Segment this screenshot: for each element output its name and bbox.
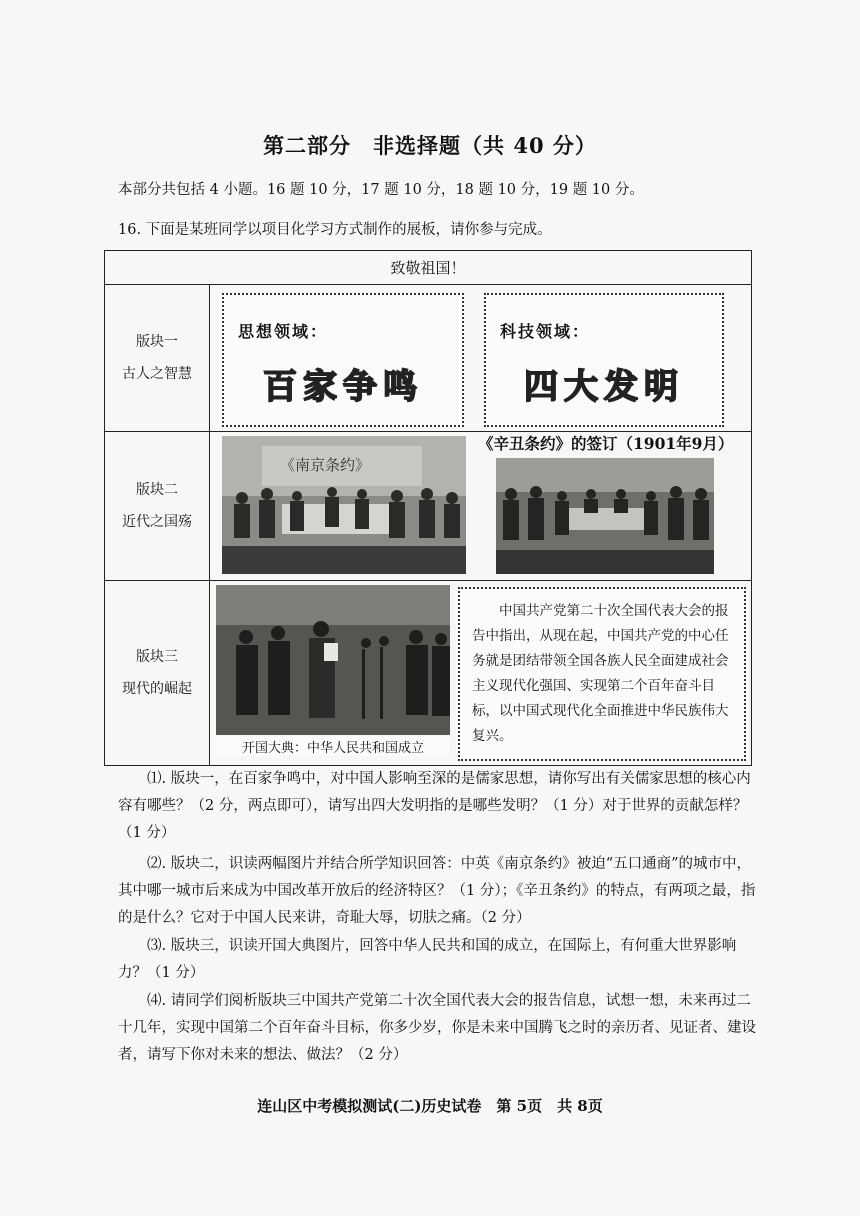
party-congress-report-box: [458, 587, 746, 761]
four-inventions-title: 四大发明: [524, 367, 684, 407]
block-1-label: [105, 285, 210, 432]
nanjing-treaty-photo: [222, 436, 466, 574]
block-2-content: [210, 432, 752, 581]
xinchou-treaty-photo: [496, 458, 714, 574]
founding-ceremony-photo: [216, 585, 450, 735]
part-intro: 本部分共包括 4 小题。16 题 10 分，17 题 10 分，18 题 10 分，19 题 10 分。: [118, 182, 644, 198]
technology-field-box: [484, 293, 724, 427]
board-block-3: [105, 581, 752, 766]
part-title: 第二部分 非选择题（共 40 分）: [263, 133, 597, 158]
block-2-label-line2: 近代之国殇: [122, 514, 192, 530]
block-2-label: [105, 432, 210, 581]
nanjing-treaty-photo-text: 《南京条约》: [280, 456, 371, 474]
thought-field-box: [222, 293, 464, 427]
block-1-label-line1: 版块一: [136, 334, 178, 350]
hundred-schools-title: 百家争鸣: [263, 367, 423, 407]
exhibition-board: [104, 250, 752, 766]
sub-question-3: ⑶. 版块三，识读开国大典图片，回答中华人民共和国的成立，在国际上，有何重大世界影响力？（1 分）: [118, 938, 737, 981]
founding-ceremony-caption: 开国大典：中华人民共和国成立: [216, 737, 450, 756]
xinchou-treaty-caption: 《辛丑条约》的签订（1901年9月）: [478, 434, 734, 453]
board-block-1: [105, 285, 752, 432]
board-title: 致敬祖国！: [105, 251, 752, 285]
block-2-label-line1: 版块二: [136, 482, 178, 498]
block-3-content: [210, 581, 752, 766]
block-1-label-line2: 古人之智慧: [122, 366, 192, 382]
board-block-2: [105, 432, 752, 581]
party-congress-report-text: 中国共产党第二十次全国代表大会的报告中指出，从现在起，中国共产党的中心任务就是团结带领全国各族人民全面建成社会主义现代化强国、实现第二个百年奋斗目标，以中国式现代化全面推进中华民族伟大复兴。: [472, 603, 729, 744]
block-3-label: [105, 581, 210, 766]
sub-question-2: ⑵. 版块二，识读两幅图片并结合所学知识回答：中英《南京条约》被迫“五口通商”的城市中，其中哪一城市后来成为中国改革开放后的经济特区？（1 分）；《辛丑条约》的特点，有两项之最，指的是什么？它对于中国人民来讲，奇耻大辱，切肤之痛。（2 分）: [118, 856, 756, 926]
question-16-stem: 16. 下面是某班同学以项目化学习方式制作的展板，请你参与完成。: [118, 222, 552, 238]
technology-field-label: 科技领域：: [500, 322, 591, 341]
block-1-content: [210, 285, 752, 432]
sub-question-4: ⑷. 请同学们阅析版块三中国共产党第二十次全国代表大会的报告信息，试想一想，未来再过二十几年，实现中国第二个百年奋斗目标，你多少岁，你是未来中国腾飞之时的亲历者、见证者、建设者，请写下你对未来的想法、做法？（2 分）: [118, 993, 756, 1063]
page-footer: 连山区中考模拟测试(二)历史试卷 第 5页 共 8页: [257, 1097, 603, 1115]
block-3-label-line1: 版块三: [136, 649, 178, 665]
thought-field-label: 思想领域：: [238, 322, 329, 341]
sub-question-1: ⑴. 版块一，在百家争鸣中，对中国人影响至深的是儒家思想，请你写出有关儒家思想的核心内容有哪些？（2 分，两点即可），请写出四大发明指的是哪些发明？（1 分）对于世界的贡献怎样？（1 分）: [118, 771, 751, 841]
block-3-label-line2: 现代的崛起: [122, 681, 192, 697]
